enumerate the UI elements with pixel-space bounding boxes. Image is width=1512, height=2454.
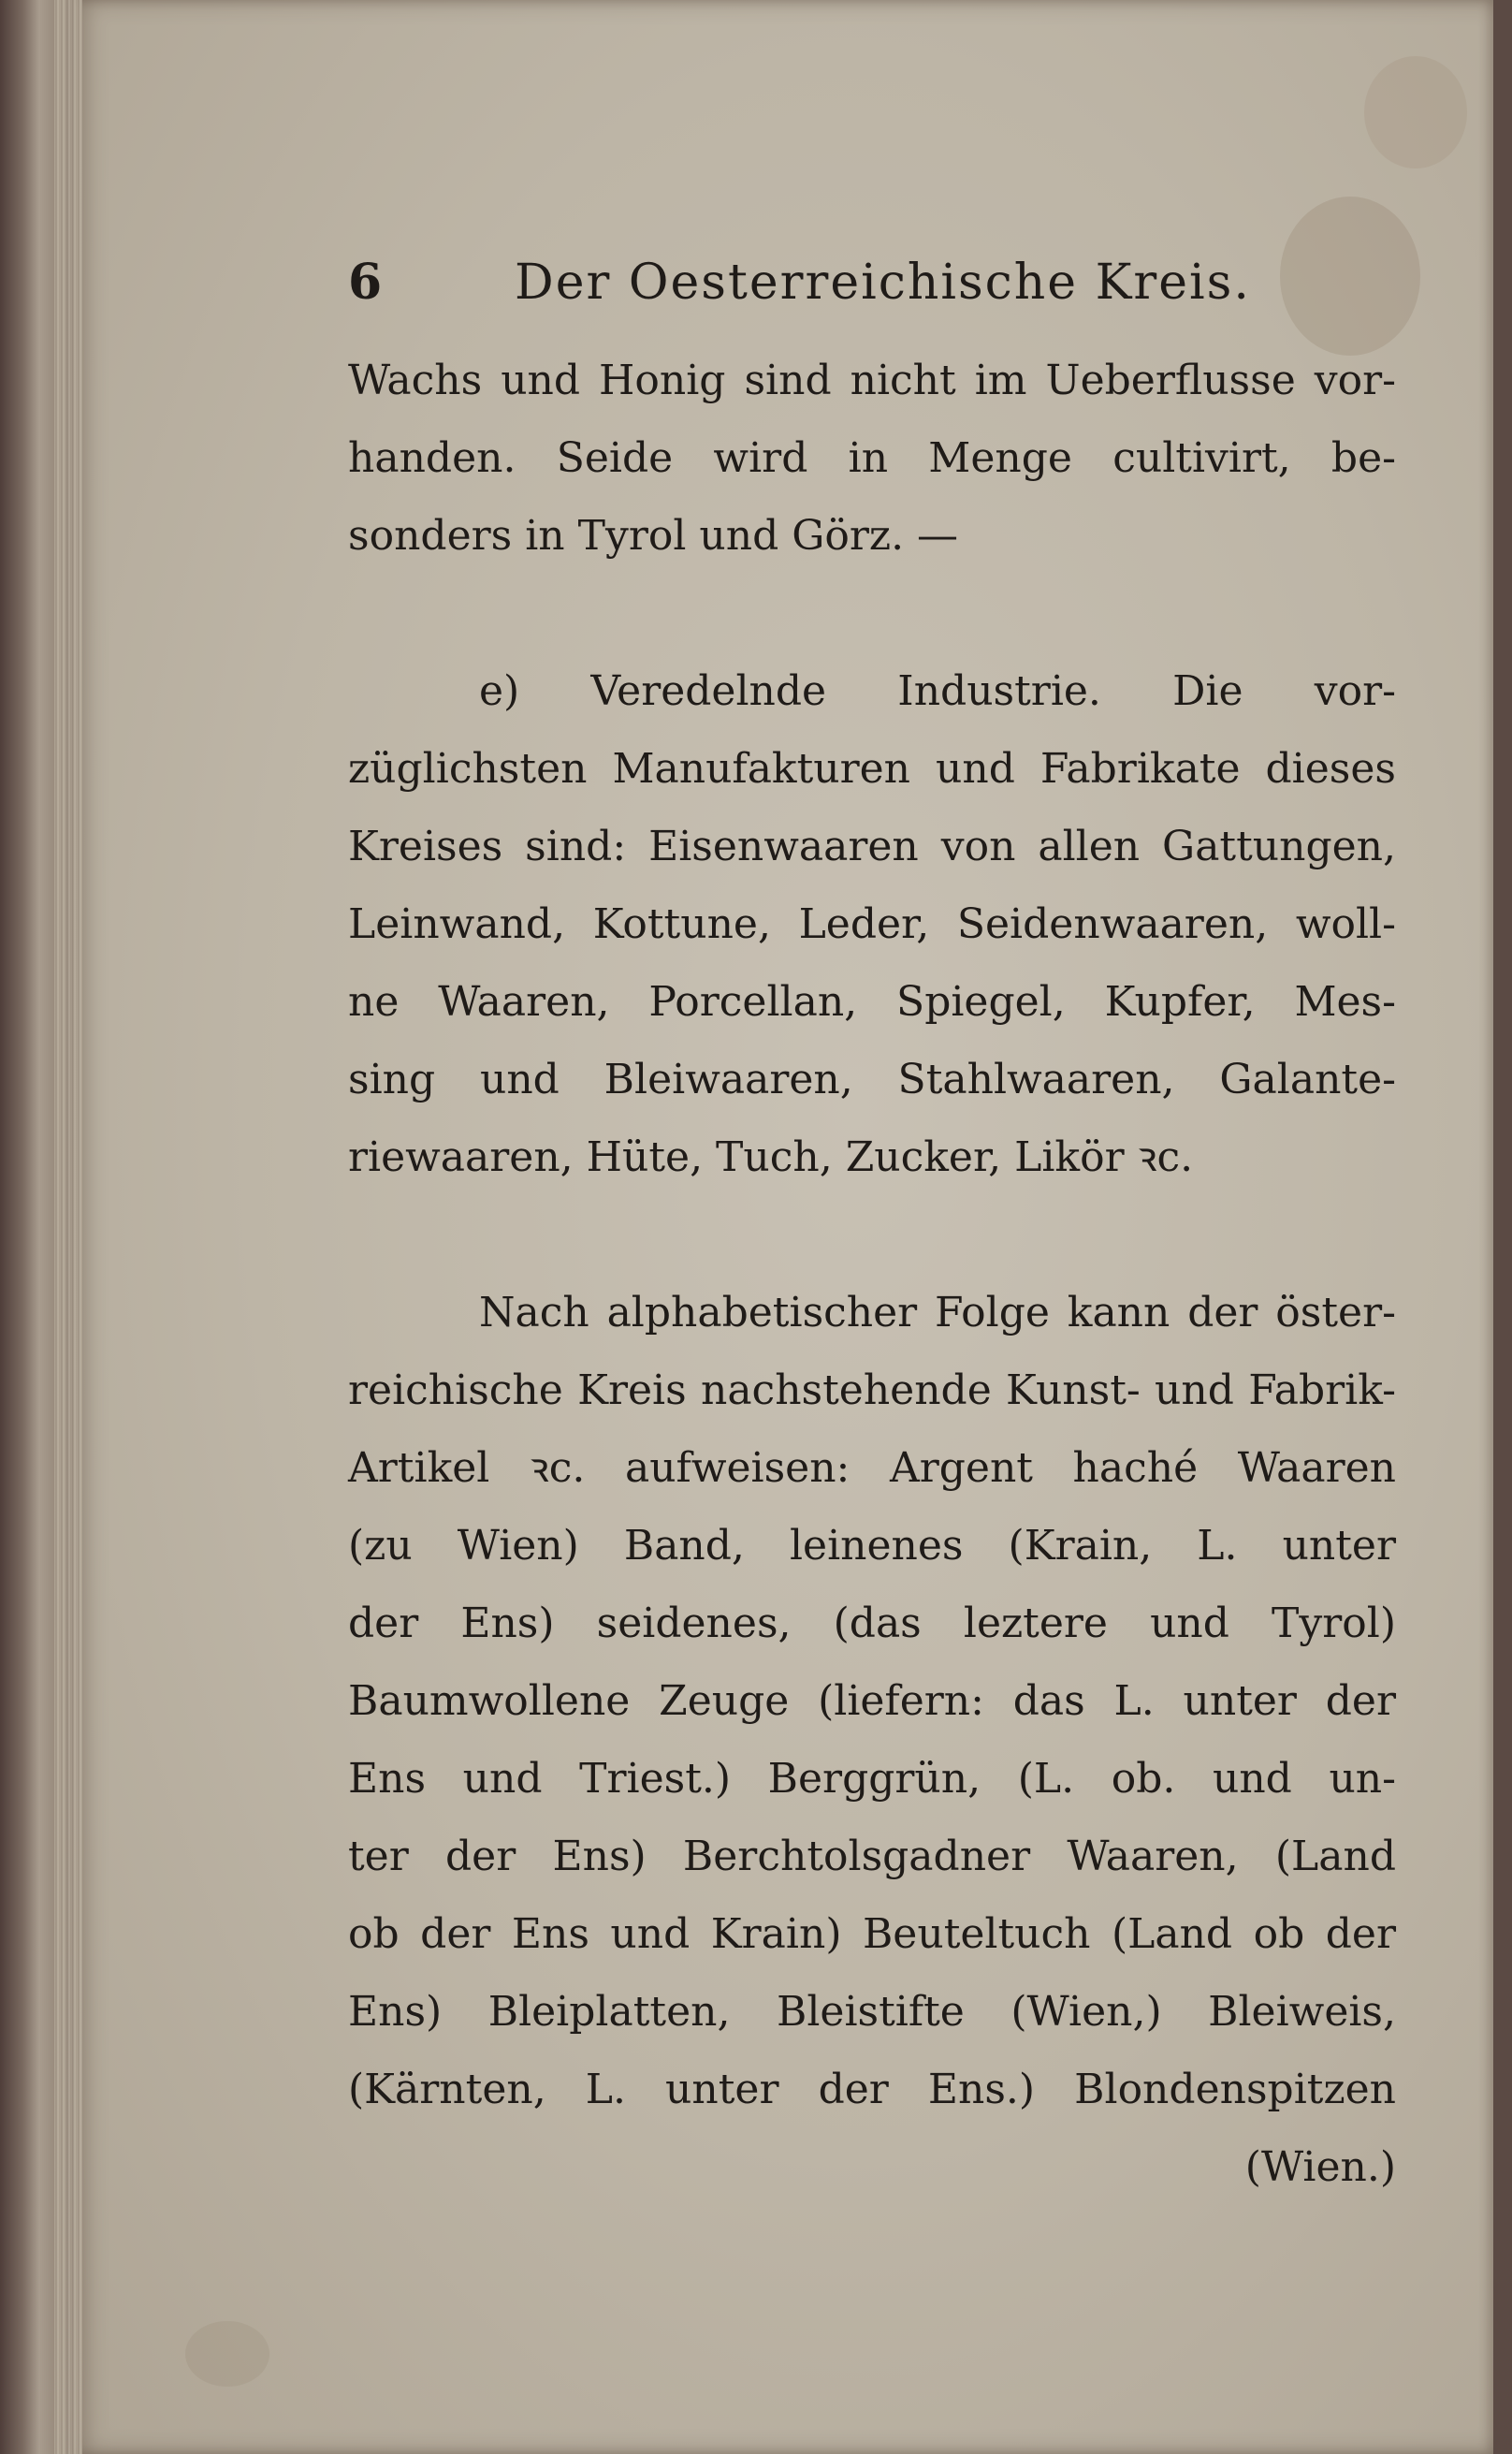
text-line: riewaaren, Hüte, Tuch, Zucker, Likör ꝛc. xyxy=(348,1133,1194,1181)
page-number: 6 xyxy=(348,254,383,311)
paragraph-industry xyxy=(348,652,1396,1196)
paragraph-alphabetical-list xyxy=(348,1274,1396,2206)
text-line: handen. Seide wird in Menge cultivirt, be- xyxy=(348,434,1396,482)
paragraph-gap xyxy=(348,575,1396,652)
text-line: züglichsten Manufakturen und Fabrikate dieses xyxy=(348,745,1396,793)
text-line: Ens) Bleiplatten, Bleistifte (Wien,) Bleiweis, xyxy=(348,1988,1396,2036)
text-line: Artikel ꝛc. aufweisen: Argent haché Waaren xyxy=(348,1444,1396,1492)
text-line: reichische Kreis nachstehende Kunst- und Fabrik- xyxy=(348,1366,1396,1414)
text-line: e) Veredelnde Industrie. Die vor- xyxy=(479,667,1396,715)
text-line: (Wien.) xyxy=(1244,2143,1396,2191)
text-line: sing und Bleiwaaren, Stahlwaaren, Galante- xyxy=(348,1056,1396,1103)
foxing-stain xyxy=(1364,56,1467,168)
text-line: Baumwollene Zeuge (liefern: das L. unter der xyxy=(348,1677,1396,1725)
text-line: ne Waaren, Porcellan, Spiegel, Kupfer, Mes- xyxy=(348,978,1396,1026)
text-line: Leinwand, Kottune, Leder, Seidenwaaren, woll- xyxy=(348,900,1396,948)
paragraph-gap xyxy=(348,1196,1396,1274)
text-line: Kreises sind: Eisenwaaren von allen Gattungen, xyxy=(348,823,1396,870)
text-line: sonders in Tyrol und Görz. — xyxy=(348,512,959,560)
foxing-stain xyxy=(185,2321,269,2387)
text-line: ter der Ens) Berchtolsgadner Waaren, (Land xyxy=(348,1833,1396,1880)
paragraph-raw-materials xyxy=(348,342,1396,575)
running-head xyxy=(348,243,1396,337)
text-line: Ens und Triest.) Berggrün, (L. ob. und un- xyxy=(348,1755,1396,1803)
page-edges xyxy=(54,0,82,2454)
text-line: der Ens) seidenes, (das leztere und Tyrol) xyxy=(348,1599,1396,1647)
text-line: Wachs und Honig sind nicht im Ueberflusse vor- xyxy=(348,357,1396,404)
text-line: (zu Wien) Band, leinenes (Krain, L. unter xyxy=(348,1522,1396,1570)
text-block xyxy=(348,243,1396,2206)
running-title: Der Oesterreichische Kreis. xyxy=(515,255,1251,311)
text-line: (Kärnten, L. unter der Ens.) Blondenspitzen xyxy=(348,2066,1396,2113)
text-line: ob der Ens und Krain) Beuteltuch (Land ob der xyxy=(348,1910,1396,1958)
text-line: Nach alphabetischer Folge kann der öster- xyxy=(479,1289,1396,1337)
